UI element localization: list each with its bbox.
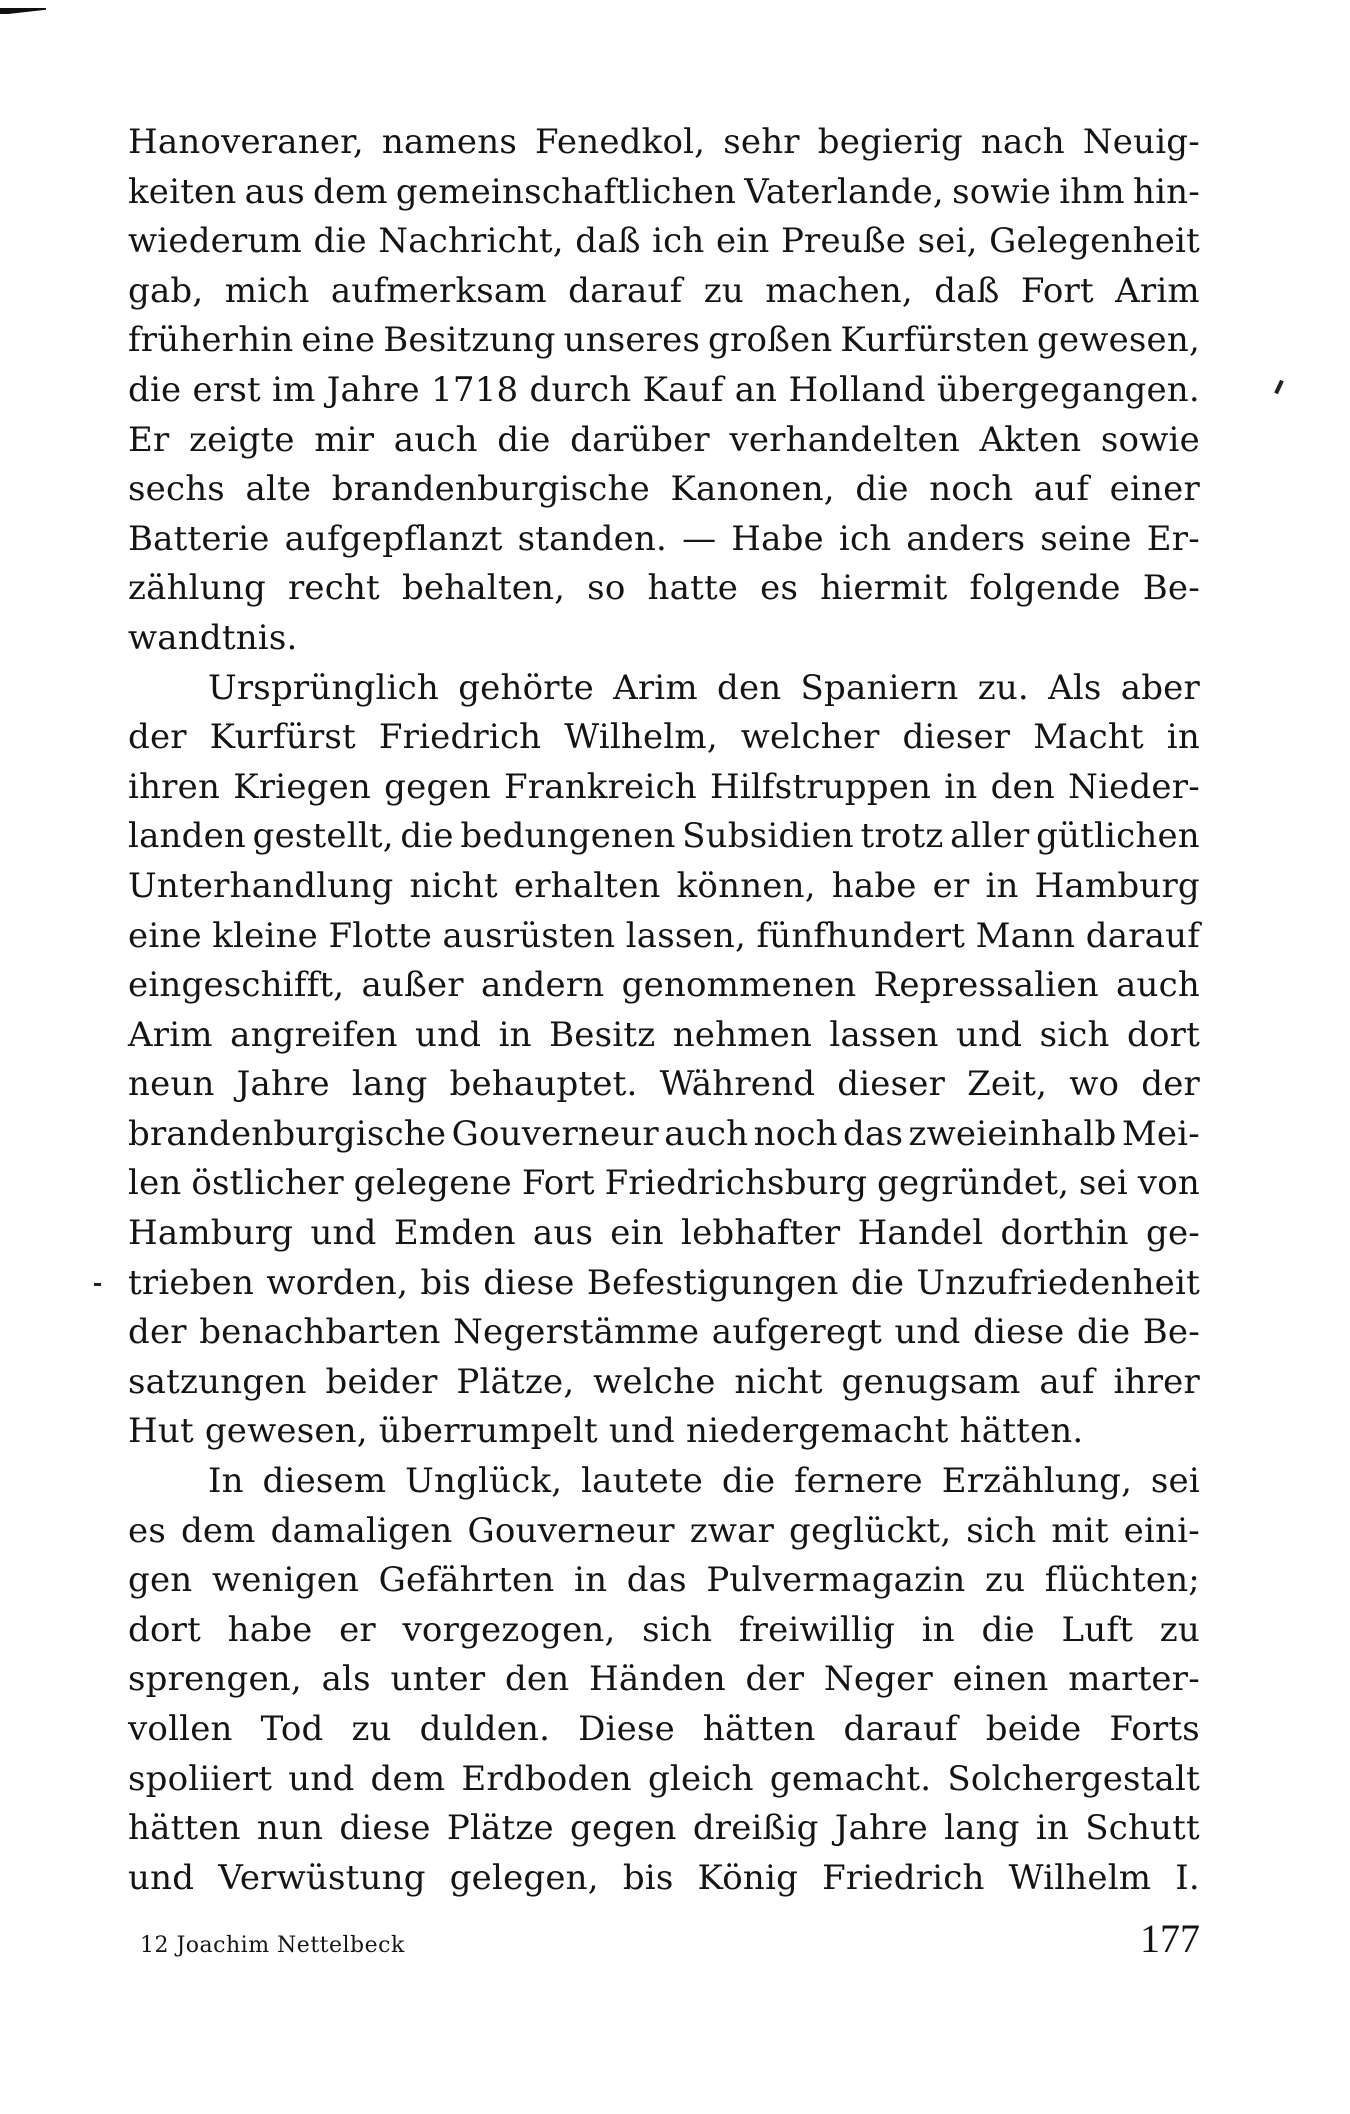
text-line: hätten nun diese Plätze gegen dreißig Jahre lang in Schutt <box>128 1808 1200 1849</box>
text-line: zählung recht behalten, so hatte es hiermit folgende Be- <box>128 568 1200 609</box>
text-line: Hanoveraner, namens Fenedkol, sehr begierig nach Neuig- <box>128 122 1200 162</box>
text-line: wandtnis. <box>128 617 298 658</box>
text-line: eingeschifft, außer andern genommenen Repressalien auch <box>128 965 1200 1006</box>
text-line: satzungen beider Plätze, welche nicht genugsam auf ihrer <box>128 1361 1200 1402</box>
text-line: die erst im Jahre 1718 durch Kauf an Holland übergegangen. <box>128 369 1200 410</box>
text-line: Batterie aufgepflanzt standen. — Habe ich anders seine Er- <box>128 518 1200 559</box>
corner-print-mark <box>0 8 46 14</box>
text-line: früherhin eine Besitzung unseres großen Kurfürsten gewesen, <box>128 320 1200 361</box>
text-line: len östlicher gelegene Fort Friedrichsburg gegründet, sei von <box>128 1163 1200 1204</box>
text-line: neun Jahre lang behauptet. Während dieser Zeit, wo der <box>128 1064 1200 1105</box>
text-line: wiederum die Nachricht, daß ich ein Preuße sei, Gelegenheit <box>128 221 1200 262</box>
text-line: eine kleine Flotte ausrüsten lassen, fünfhundert Mann darauf <box>128 915 1200 956</box>
text-line: In diesem Unglück, lautete die fernere Erzählung, sei <box>208 1461 1200 1502</box>
text-line: Unterhandlung nicht erhalten können, habe er in Hamburg <box>128 865 1200 906</box>
text-line: trieben worden, bis diese Befestigungen die Unzufriedenheit <box>128 1262 1200 1303</box>
text-line: Arim angreifen und in Besitz nehmen lassen und sich dort <box>128 1014 1200 1055</box>
text-line: der benachbarten Negerstämme aufgeregt und diese die Be- <box>128 1312 1200 1353</box>
text-line: vollen Tod zu dulden. Diese hätten darauf beide Forts <box>128 1709 1200 1749</box>
margin-mark <box>94 1283 101 1286</box>
body-text <box>128 118 1200 1903</box>
text-line: Hamburg und Emden aus ein lebhafter Handel dorthin ge- <box>128 1213 1200 1254</box>
page-footer <box>128 1912 1200 1962</box>
text-line: Er zeigte mir auch die darüber verhandelten Akten sowie <box>128 419 1200 460</box>
text-line: ihren Kriegen gegen Frankreich Hilfstruppen in den Nieder- <box>128 766 1200 807</box>
text-line: gen wenigen Gefährten in das Pulvermagazin zu flüchten; <box>128 1560 1200 1601</box>
text-line: dort habe er vorgezogen, sich freiwillig in die Luft zu <box>128 1609 1200 1650</box>
text-line: gab, mich aufmerksam darauf zu machen, daß Fort Arim <box>128 270 1200 311</box>
text-line: sechs alte brandenburgische Kanonen, die noch auf einer <box>128 469 1200 510</box>
text-line: Ursprünglich gehörte Arim den Spaniern zu. Als aber <box>208 667 1200 708</box>
text-line: Hut gewesen, überrumpelt und niedergemacht hätten. <box>128 1411 1084 1452</box>
text-line: und Verwüstung gelegen, bis König Friedrich Wilhelm I. <box>128 1857 1200 1898</box>
text-line: spoliiert und dem Erdboden gleich gemacht. Solchergestalt <box>128 1758 1200 1799</box>
text-line: der Kurfürst Friedrich Wilhelm, welcher dieser Macht in <box>128 717 1200 758</box>
text-line: keiten aus dem gemeinschaftlichen Vaterlande, sowie ihm hin- <box>128 171 1200 212</box>
text-line: sprengen, als unter den Händen der Neger einen marter- <box>128 1659 1200 1700</box>
text-line: es dem damaligen Gouverneur zwar geglückt, sich mit eini- <box>128 1510 1200 1551</box>
text-line: landen gestellt, die bedungenen Subsidien trotz aller gütlichen <box>128 816 1200 857</box>
footer-signature: 12 Joachim Nettelbeck <box>140 1933 405 1958</box>
text-line: brandenburgische Gouverneur auch noch das zweieinhalb Mei- <box>128 1113 1200 1154</box>
page-number: 177 <box>1140 1916 1200 1961</box>
margin-mark <box>1274 380 1284 394</box>
